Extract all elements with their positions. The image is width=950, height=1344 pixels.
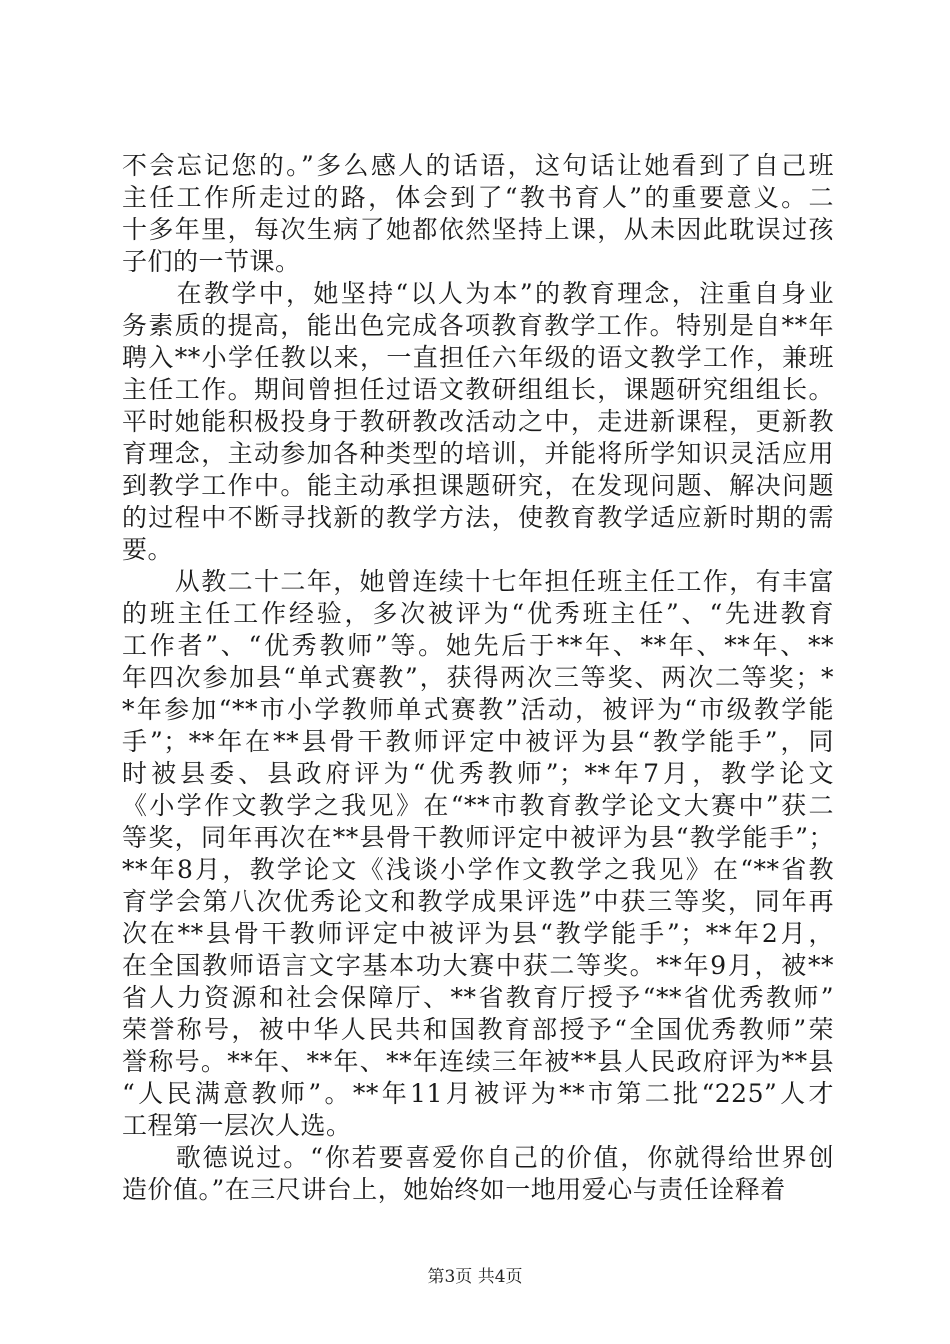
text-line: **年8月，教学论文《浅谈小学作文教学之我见》在“**省教: [122, 855, 834, 884]
document-body: [122, 150, 834, 1206]
text-line: 的过程中不断寻找新的教学方法，使教育教学适应新时期的需: [122, 503, 834, 532]
text-line: 《小学作文教学之我见》在“**市教育教学论文大赛中”获二: [122, 791, 834, 820]
text-line: 到教学工作中。能主动承担课题研究，在发现问题、解决问题: [122, 471, 834, 500]
text-line: 育学会第八次优秀论文和教学成果评选”中获三等奖，同年再: [122, 887, 834, 916]
text-line: 手”；**年在**县骨干教师评定中被评为县“教学能手”，同: [122, 727, 834, 756]
text-line: 工程第一层次人选。: [122, 1111, 352, 1140]
text-line: 时被县委、县政府评为“优秀教师”；**年7月，教学论文: [122, 759, 834, 788]
paragraph: [122, 1142, 834, 1206]
page-footer: 第3页 共4页: [427, 1267, 523, 1287]
text-line: 育理念，主动参加各种类型的培训，并能将所学知识灵活应用: [122, 439, 834, 468]
paragraph: [122, 566, 834, 1142]
text-line: “人民满意教师”。**年11月被评为**市第二批“225”人才: [122, 1079, 834, 1108]
text-line: 平时她能积极投身于教研教改活动之中，走进新课程，更新教: [122, 407, 834, 436]
text-line: 工作者”、“优秀教师”等。她先后于**年、**年、**年、**: [122, 631, 834, 660]
text-line: 十多年里，每次生病了她都依然坚持上课，从未因此耽误过孩: [122, 215, 834, 244]
text-line: 歌德说过。“你若要喜爱你自己的价值，你就得给世界创: [122, 1143, 834, 1172]
text-line: 的班主任工作经验，多次被评为“优秀班主任”、“先进教育: [122, 599, 834, 628]
text-line: 子们的一节课。: [122, 247, 301, 276]
text-line: 年四次参加县“单式赛教”，获得两次三等奖、两次二等奖；*: [122, 663, 834, 692]
text-line: 在全国教师语言文字基本功大赛中获二等奖。**年9月，被**: [122, 951, 834, 980]
text-line: 次在**县骨干教师评定中被评为县“教学能手”；**年2月，: [122, 919, 834, 948]
text-line: 誉称号。**年、**年、**年连续三年被**县人民政府评为**县: [122, 1047, 834, 1076]
text-line: *年参加“**市小学教师单式赛教”活动，被评为“市级教学能: [122, 695, 834, 724]
text-line: 在教学中，她坚持“以人为本”的教育理念，注重自身业: [122, 279, 834, 308]
text-line: 主任工作所走过的路，体会到了“教书育人”的重要意义。二: [122, 183, 834, 212]
text-line: 等奖，同年再次在**县骨干教师评定中被评为县“教学能手”；: [122, 823, 834, 852]
text-line: 省人力资源和社会保障厅、**省教育厅授予“**省优秀教师”: [122, 983, 834, 1012]
paragraph: [122, 278, 834, 566]
paragraph: [122, 150, 834, 278]
text-line: 从教二十二年，她曾连续十七年担任班主任工作，有丰富: [122, 567, 834, 596]
text-line: 要。: [122, 535, 174, 564]
text-line: 不会忘记您的。”多么感人的话语，这句话让她看到了自己班: [122, 151, 834, 180]
text-line: 务素质的提高，能出色完成各项教育教学工作。特别是自**年: [122, 311, 834, 340]
text-line: 聘入**小学任教以来，一直担任六年级的语文教学工作，兼班: [122, 343, 834, 372]
text-line: 荣誉称号，被中华人民共和国教育部授予“全国优秀教师”荣: [122, 1015, 834, 1044]
text-line: 造价值。”在三尺讲台上，她始终如一地用爱心与责任诠释着: [122, 1175, 786, 1204]
text-line: 主任工作。期间曾担任过语文教研组组长，课题研究组组长。: [122, 375, 834, 404]
